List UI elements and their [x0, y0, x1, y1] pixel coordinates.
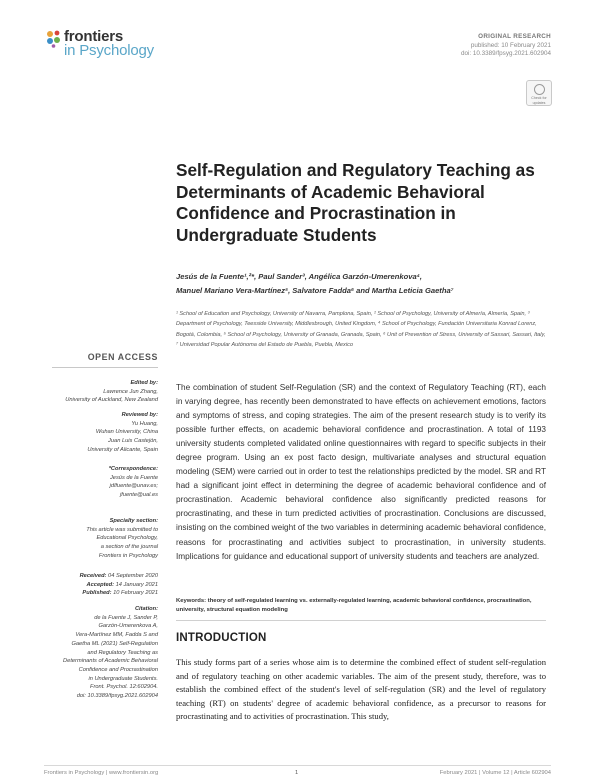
authors-line-1[interactable]: Jesús de la Fuente¹,²*, Paul Sander³, Angélica Garzón-Umerenkova⁴, [176, 272, 423, 281]
journal-name: in Psychology [64, 42, 154, 59]
specialty-line: a section of the journal [100, 544, 158, 551]
check-for-updates-badge[interactable] [526, 80, 552, 106]
citation-line: Front. Psychol. 12:602904. [90, 684, 158, 691]
published-label: Published: [82, 590, 112, 597]
reviewer-line: Wuhan University, China [95, 429, 158, 436]
keywords: Keywords: theory of self-regulated learning vs. externally-regulated learning, academic behavioral confidence, procrastination, university, structural equation modeling [176, 598, 532, 613]
received-date: 04 September 2020 [108, 573, 158, 579]
citation-line: Gaetha ML (2021) Self-Regulation [71, 640, 158, 647]
section-heading: INTRODUCTION [176, 632, 267, 644]
authors-line-2[interactable]: Manuel Mariano Vera-Martínez⁵, Salvatore Fadda⁶ and Martha Leticia Gaetha⁷ [176, 286, 454, 295]
correspondence-label: *Correspondence: [108, 466, 158, 472]
citation-line: Vera-Martínez MM, Fadda S and [75, 632, 158, 639]
published-date-side: 10 February 2021 [113, 590, 158, 597]
correspondence-line: Jesús de la Fuente [109, 474, 158, 481]
reviewer-line: University of Alicante, Spain [87, 446, 158, 453]
citation-line: Confidence and Procrastination [78, 666, 158, 673]
footer-divider [44, 765, 551, 766]
article-header-meta [461, 33, 551, 59]
journal-logo [46, 28, 166, 62]
affiliations: ¹ School of Education and Psychology, University of Navarra, Pamplona, Spain, ² School of Psychology, University of Almería, Almería, Spain, ³ Department of Psychology, Teesside University, Middlesbrough, United Kingdom, ⁴ School of Psychology, Fundación Universitaria Konrad Lorenz, Bogotá, Colombia, ⁵ School of Psychology, University of Granada, Granada, Spain, ⁶ Unit of Prevention of Stress, University of Sassari, Sassari, Italy, ⁷ Universidad Popular Autónoma del Estado de Puebla, Puebla, Mexico [176, 311, 546, 348]
dates-block [28, 572, 158, 598]
citation-line: in Undergraduate Students. [88, 675, 158, 682]
editor-line: Lawrence Jun Zhang, [103, 388, 158, 395]
article-title: Self-Regulation and Regulatory Teaching as Determinants of Academic Behavioral Confidence and Procrastination in Undergraduate Students [176, 160, 535, 245]
check-updates-icon [534, 84, 545, 95]
abstract: The combination of student Self-Regulation (SR) and the context of Regulatory Teaching (RT), each in varying degree, has recently been demonstrated to have effects on achievement emotions, factors and symptoms of stress, and coping strategies. The aim of the present research study is to verify its possible further effects, on academic behavioral confidence and procrastination. A total of 1193 university students completed validated online questionnaires with regard to specific subjects in their degree program. Using an ex post facto design, multivariate analyses and structural equation modeling (SEM) were carried out in order to test the relationships predicted by the model. SR and RT had a significant joint effect in determining the degree of academic behavioral confidence and of procrastination. Academic behavioral confidence also significantly predicted reasons for procrastinating, and these in turn predicted activities of procrastination. Conclusions are discussed, insisting on the combined weight of the two variables in determining academic behavioral confidence, reasons for procrastinating and activities subject to procrastination, in university students. Implications for guidance and educational support of university students and teachers are analyzed. [176, 383, 546, 561]
citation-line: de la Fuente J, Sander P, [94, 614, 158, 621]
received-label: Received: [79, 573, 107, 579]
correspondence-email[interactable]: jdlfuente@unav.es; [109, 483, 158, 490]
reviewed-by-block [28, 411, 158, 455]
edited-by-block [28, 379, 158, 405]
correspondence-email[interactable]: jfuente@ual.es [119, 492, 158, 499]
reviewed-by-label: Reviewed by: [121, 412, 158, 418]
citation-line: Determinants of Academic Behavioral [63, 658, 158, 665]
article-type: ORIGINAL RESEARCH [478, 33, 551, 40]
citation-line: and Regulatory Teaching as [87, 649, 158, 656]
footer-volume-info: February 2021 | Volume 12 | Article 602904 [439, 770, 551, 776]
reviewer-line: Yu Huang, [131, 420, 158, 427]
citation-line: Garzón-Umerenkova A, [98, 623, 158, 630]
edited-by-label: Edited by: [130, 380, 158, 386]
specialty-label: Specialty section: [109, 518, 158, 524]
specialty-section-block [28, 517, 158, 561]
footer-journal-link[interactable]: Frontiers in Psychology | www.frontiersin.org [44, 770, 159, 776]
divider [176, 620, 546, 621]
author-list [176, 270, 536, 298]
frontiers-logo-icon [46, 30, 62, 48]
specialty-line: Educational Psychology, [96, 535, 158, 542]
page-number: 1 [295, 770, 299, 776]
brand-name: frontiers [64, 28, 124, 45]
specialty-line: Frontiers in Psychology [98, 552, 158, 559]
published-date: published: 10 February 2021 [470, 41, 551, 49]
correspondence-block [28, 465, 158, 500]
citation-block [28, 605, 158, 701]
body-paragraph: This study forms part of a series whose aim is to determine the combined effect of student self-regulation and of regulatory teaching on other academic variables. The aim of the present study, therefore, was to establish the combined effect of the student's level of self-regulation (SR) and the level of regulatory teaching (RT) on students' degree of academic behavioral confidence, as a precursor to reasons for procrastinating and to activities of procrastination. This study, [176, 657, 546, 721]
citation-doi[interactable]: doi: 10.3389/fpsyg.2021.602904 [76, 693, 158, 700]
article-doi[interactable]: doi: 10.3389/fpsyg.2021.602904 [461, 50, 551, 58]
accepted-label: Accepted: [86, 581, 115, 588]
badge-text-2: updates [532, 101, 546, 105]
open-access-label: OPEN ACCESS [87, 352, 158, 362]
badge-text-1: Check for [531, 96, 547, 100]
divider [52, 367, 158, 368]
accepted-date: 14 January 2021 [115, 581, 158, 588]
editor-line: University of Auckland, New Zealand [65, 397, 158, 404]
citation-label: Citation: [134, 606, 158, 612]
specialty-line: This article was submitted to [86, 526, 158, 533]
reviewer-line: Juan Luis Castejón, [108, 438, 158, 445]
